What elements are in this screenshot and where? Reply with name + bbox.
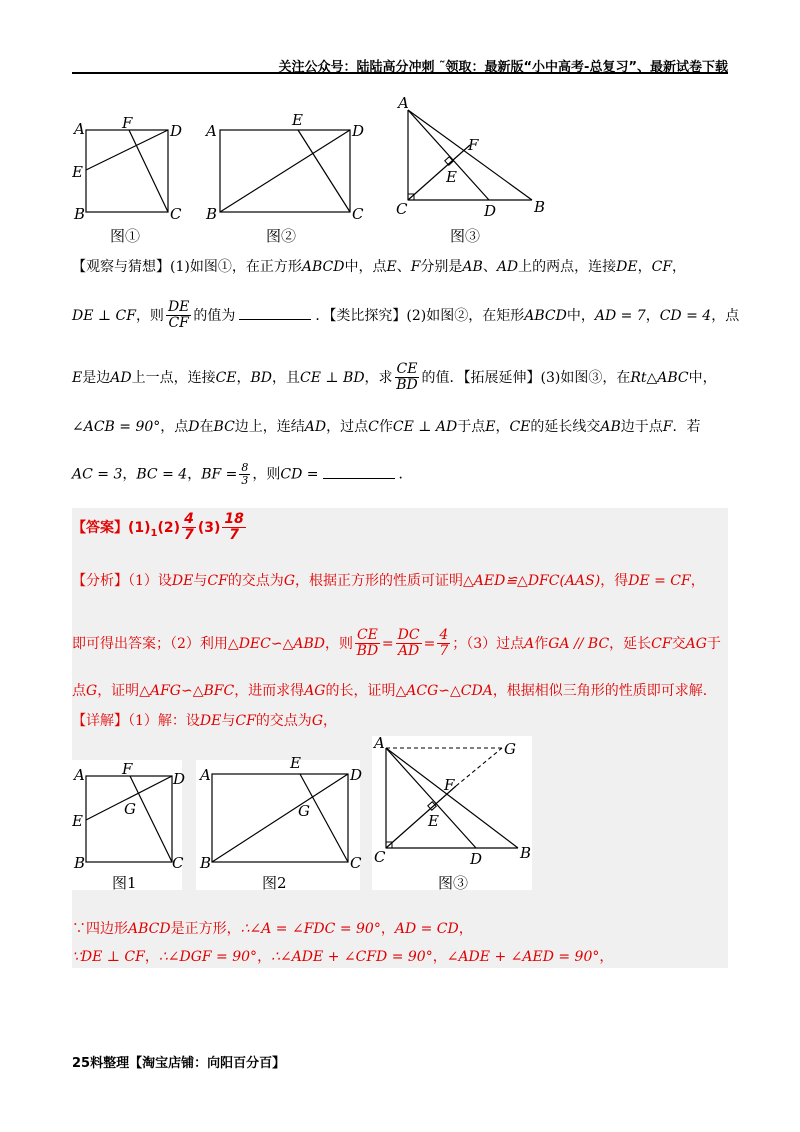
label-D: D: [470, 850, 483, 868]
answer-blank-2: [323, 466, 395, 479]
label-B: B: [520, 844, 532, 862]
figure-2-bottom-caption: 图2: [262, 874, 287, 892]
proof-line-1: ∵四边形ABCD是正方形，∴∠A = ∠FDC = 90°，AD = CD，: [72, 921, 473, 937]
label-C: C: [172, 854, 184, 872]
label-G: G: [124, 800, 136, 818]
figure-1-caption: 图①: [110, 227, 141, 245]
fraction-de-cf: $\frac{DE}{CF}$: [167, 299, 190, 332]
label-A: A: [200, 766, 211, 784]
figure-3-caption: 图③: [450, 227, 481, 245]
label-C: C: [396, 200, 408, 218]
problem-line-4: ∠ACB = 90°，点D在BC边上，连结AD，过点C作CE ⊥ AD于点E，CE的延长线交AB边于点F．若: [72, 419, 701, 435]
label-D: D: [350, 766, 363, 784]
label-E: E: [72, 812, 83, 830]
detail-line-1: 【详解】（1）解：设DE与CF的交点为G，: [72, 713, 337, 729]
label-B: B: [74, 854, 86, 872]
label-D: D: [352, 122, 365, 140]
analysis-line-3: 点G，证明△AFG∽△BFC，进而求得AG的长，证明△ACG∽△CDA，根据相似三角形的性质即可求解．: [72, 683, 717, 699]
analysis-line-1: 【分析】（1）设DE与CF的交点为G，根据正方形的性质可证明△AED≌△DFC(AAS)，得DE = CF，: [72, 573, 705, 589]
answer-blank-1: [239, 307, 311, 320]
figure-3: [396, 94, 545, 245]
label-D: D: [484, 202, 497, 220]
proof-line-2: ∵DE ⊥ CF，∴∠DGF = 90°，∴∠ADE + ∠CFD = 90°，∠ADE + ∠AED = 90°，: [72, 949, 614, 965]
analysis-line-2: 即可得出答案；（2）利用△DEC∽△ABD，则 $\frac{CE}{BD}$ = $\frac{DC}{AD}$ = $\frac{4}{7}$ ；（3）过点A作GA // BC，延长CF交AG于: [72, 627, 721, 660]
label-C: C: [170, 205, 182, 223]
label-B: B: [74, 205, 86, 223]
label-E: E: [290, 754, 301, 772]
label-G: G: [298, 802, 310, 820]
label-A: A: [74, 766, 85, 784]
problem-line-2: DE ⊥ CF，则 $\frac{DE}{CF}$ 的值为 ．【类比探究】(2)如图②，在矩形ABCD中，AD = 7，CD = 4，点: [72, 299, 740, 332]
label-A: A: [74, 120, 85, 138]
label-F: F: [122, 114, 133, 132]
problem-line-5: AC = 3，BC = 4，BF = $\frac{8}{3}$ ，则CD = ．: [72, 461, 413, 488]
label-C: C: [350, 854, 362, 872]
figure-1-bottom-caption: 图1: [112, 874, 137, 892]
label-A: A: [206, 122, 217, 140]
top-figures: [72, 92, 552, 252]
label-G: G: [504, 740, 516, 758]
label-C: C: [374, 848, 386, 866]
label-B: B: [200, 854, 212, 872]
bottom-figures: [72, 734, 542, 894]
label-B: B: [534, 198, 546, 216]
problem-line-1: 【观察与猜想】(1)如图①，在正方形ABCD中，点E、F分别是AB、AD上的两点，连接DE，CF，: [72, 259, 687, 275]
label-A: A: [398, 94, 409, 112]
page-header: 关注公众号：陆陆高分冲刺 ˜领取：最新版“小中高考-总复习”、最新试卷下载: [278, 60, 728, 75]
figure-3-bottom-caption: 图③: [438, 874, 469, 892]
label-D: D: [173, 770, 186, 788]
fraction-8-3: $\frac{8}{3}$: [241, 461, 249, 488]
label-E: E: [72, 163, 83, 181]
label-F: F: [122, 760, 133, 778]
label-E: E: [446, 168, 457, 186]
problem-line-3: E是边AD上一点，连接CE，BD，且CE ⊥ BD，求 $\frac{CE}{BD}$ 的值．【拓展延伸】(3)如图③，在Rt△ABC中，: [72, 361, 717, 394]
label-D: D: [170, 122, 183, 140]
label-E: E: [428, 812, 439, 830]
label-F: F: [444, 776, 455, 794]
page-footer: 25料整理【淘宝店铺：向阳百分百】: [72, 1056, 286, 1071]
figure-1: [72, 114, 182, 245]
label-E: E: [292, 111, 303, 129]
figure-2: [204, 111, 364, 245]
figure-2-caption: 图②: [266, 227, 297, 245]
answer-line: 【答案】$(1)_1(2)$ $\frac{4}{7}$ (3) $\frac{18}{7}$: [72, 511, 244, 544]
label-F: F: [468, 136, 479, 154]
fraction-ce-bd: $\frac{CE}{BD}$: [396, 361, 418, 394]
header-rule: [72, 72, 728, 74]
label-C: C: [352, 205, 364, 223]
label-B: B: [206, 205, 218, 223]
label-A: A: [374, 734, 385, 752]
